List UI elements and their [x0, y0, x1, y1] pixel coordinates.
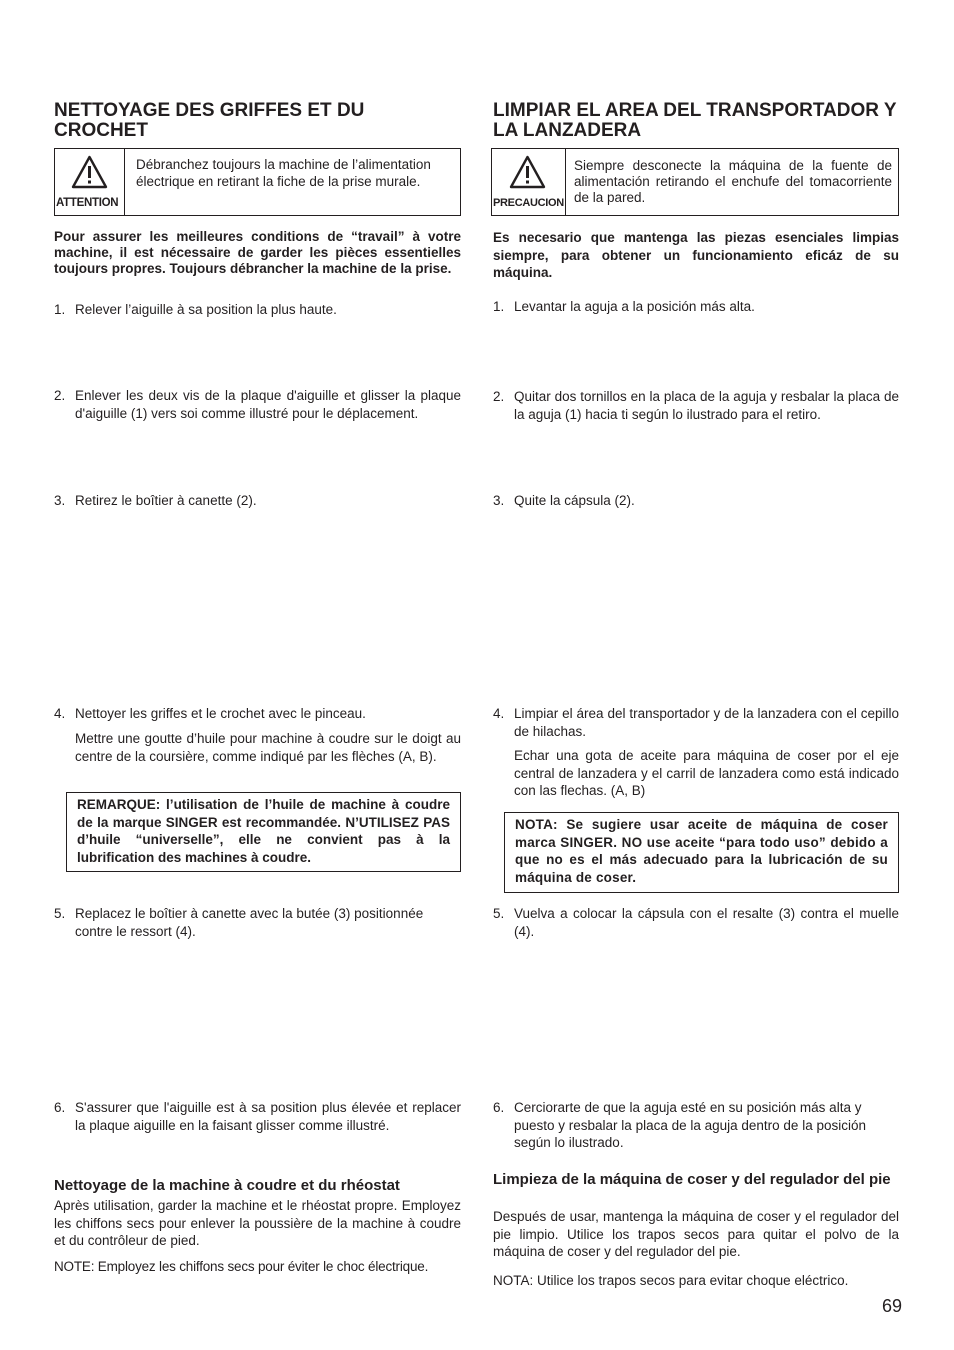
- step-text: Retirez le boîtier à canette (2).: [75, 493, 257, 508]
- es-step-1: [493, 298, 899, 316]
- warning-text: Débranchez toujours la machine de l’alimentation électrique en retirant la fiche de la prise murale.: [136, 157, 431, 189]
- es-subtitle: Limpieza de la máquina de coser y del regulador del pie: [493, 1171, 891, 1188]
- es-step-2: [493, 388, 899, 423]
- step-number: 3.: [54, 493, 66, 508]
- step-number: 4.: [493, 706, 505, 721]
- fr-note-box: REMARQUE: l’utilisation de l’huile de machine à coudre de la marque SINGER est recommandée. N’UTILISEZ PAS d’huile “universelle”, elle ne convient pas à la lubrification des machines à coudre.: [66, 792, 461, 872]
- es-title: LIMPIAR EL AREA DEL TRANSPORTADOR Y LA LANZADERA: [493, 100, 897, 141]
- es-step-4-extra: Echar una gota de aceite para máquina de coser por el eje central de lanzadera y el carril de lanzadera como está indicado con las flechas. (A, B): [514, 748, 899, 798]
- fr-subtitle: Nettoyage de la machine à coudre et du rhéostat: [54, 1177, 400, 1194]
- step-text: Quite la cápsula (2).: [514, 493, 635, 508]
- step-number: 5.: [54, 906, 66, 921]
- fr-step-1: [54, 301, 461, 319]
- es-step-3: [493, 492, 899, 510]
- fr-step-6: [54, 1099, 461, 1134]
- es-step-6: [493, 1099, 899, 1152]
- fr-final-note: NOTE: Employez les chiffons secs pour éviter le choc électrique.: [54, 1259, 429, 1274]
- step-number: 2.: [54, 388, 66, 403]
- fr-step-5: [54, 905, 461, 940]
- page-number: 69: [881, 1296, 902, 1316]
- warning-label: PRECAUCION: [493, 197, 564, 209]
- fr-cleaning-text: Après utilisation, garder la machine et le rhéostat propre. Employez les chiffons secs pour enlever la poussière de la machine à coudre et du contrôleur de pied.: [54, 1198, 461, 1248]
- step-number: 1.: [493, 299, 505, 314]
- es-intro: Es necesario que mantenga las piezas esenciales limpias siempre, para obtener un funcionamiento eficáz de su máquina.: [493, 230, 899, 280]
- step-text: Replacez le boîtier à canette avec la butée (3) positionnée contre le ressort (4).: [75, 906, 424, 939]
- step-text: S'assurer que l'aiguille est à sa position plus élevée et replacer la plaque aiguille en la faisant glisser comme illustré.: [75, 1100, 461, 1133]
- es-warning-box: [491, 148, 899, 216]
- es-note-box: NOTA: Se sugiere usar aceite de máquina de coser marca SINGER. NO use aceite “para todo uso” debido a que no es el más adecuado para la lubricación de su máquina de coser.: [504, 812, 899, 893]
- fr-step-2: [54, 387, 461, 422]
- fr-step-3: [54, 492, 461, 510]
- fr-step-4-extra: Mettre une goutte d’huile pour machine à coudre sur le doigt au centre de la coursière, comme indiqué par les flèches (A, B).: [75, 731, 461, 764]
- step-text: Cerciorarte de que la aguja esté en su posición más alta y puesto y resbalar la placa de la aguja dentro de la posición según lo ilustrado.: [514, 1100, 866, 1150]
- fr-step-4: [54, 705, 461, 723]
- warning-triangle-icon: [71, 155, 108, 189]
- fr-intro: Pour assurer les meilleures conditions de “travail” à votre machine, il est nécessaire de garder les pièces essentielles toujours propres. Toujours débrancher la machine de la prise.: [54, 229, 461, 276]
- step-text: Relever l’aiguille à sa position la plus haute.: [75, 302, 337, 317]
- warning-label: ATTENTION: [56, 197, 119, 209]
- step-text: Nettoyer les griffes et le crochet avec le pinceau.: [75, 706, 366, 721]
- step-text: Quitar dos tornillos en la placa de la aguja y resbalar la placa de la aguja (1) hacia ti según lo ilustrado para el retiro.: [514, 389, 899, 422]
- step-number: 2.: [493, 389, 505, 404]
- step-number: 5.: [493, 906, 505, 921]
- step-number: 6.: [54, 1100, 66, 1115]
- es-final-note: NOTA: Utilice los trapos secos para evitar choque eléctrico.: [493, 1273, 849, 1288]
- fr-warning-box: [54, 148, 461, 216]
- es-cleaning-text: Después de usar, mantenga la máquina de coser y el regulador del pie limpio. Utilice los trapos secos para quitar el polvo de la máquina de coser y del regulador del pie.: [493, 1209, 899, 1259]
- warning-text: Siempre desconecte la máquina de la fuente de alimentación retirando el enchufe del tomacorriente de la pared.: [574, 158, 892, 205]
- es-step-4: [493, 705, 899, 740]
- step-number: 3.: [493, 493, 505, 508]
- step-number: 4.: [54, 706, 66, 721]
- step-number: 1.: [54, 302, 66, 317]
- es-step-5: [493, 905, 899, 940]
- fr-title: NETTOYAGE DES GRIFFES ET DU CROCHET: [54, 100, 365, 141]
- step-text: Vuelva a colocar la cápsula con el resalte (3) contra el muelle (4).: [514, 906, 899, 939]
- step-text: Limpiar el área del transportador y de la lanzadera con el cepillo de hilachas.: [514, 706, 899, 739]
- step-text: Enlever les deux vis de la plaque d'aiguille et glisser la plaque d'aiguille (1) vers soi comme illustré pour le déplacement.: [75, 388, 461, 421]
- step-number: 6.: [493, 1100, 505, 1115]
- step-text: Levantar la aguja a la posición más alta.: [514, 299, 755, 314]
- warning-triangle-icon: [509, 155, 546, 189]
